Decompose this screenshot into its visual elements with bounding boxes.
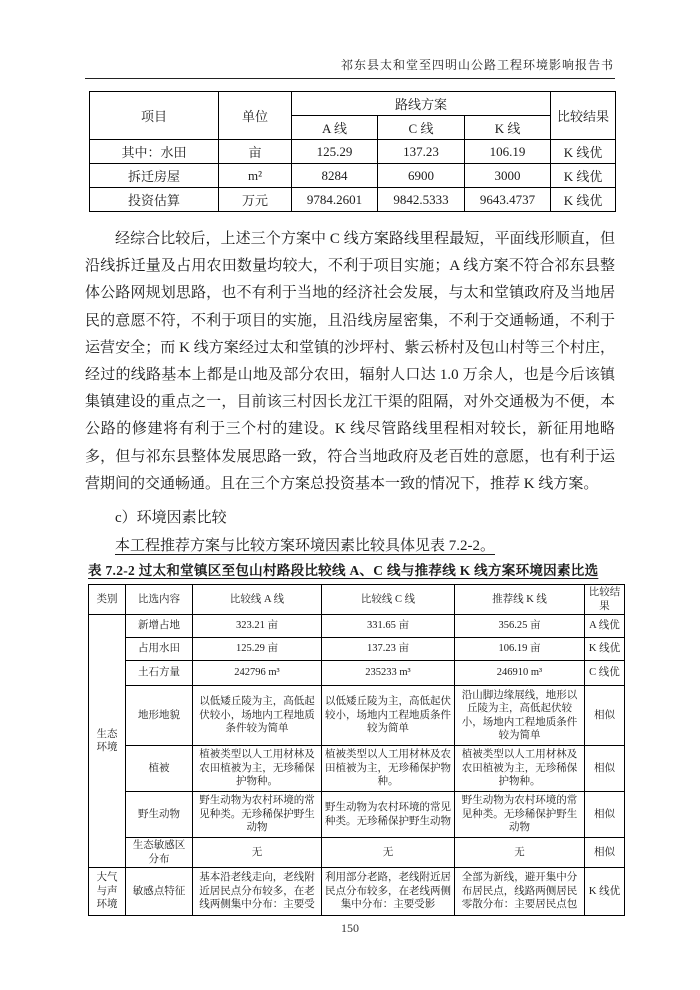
t2-row2-a: 242796 m³ (193, 661, 322, 686)
t2-row2-label: 土石方量 (126, 661, 193, 686)
t2-row6-k: 无 (455, 838, 585, 868)
t2-row4-label: 植被 (126, 746, 193, 792)
t1-row1-unit: m² (219, 164, 292, 188)
table-row (89, 868, 625, 916)
t2-row4-result: 相似 (585, 746, 625, 792)
t2-row1-a: 125.29 亩 (193, 638, 322, 661)
t2-row1-c: 137.23 亩 (322, 638, 455, 661)
t2-row7-a: 基本沿老线走向，老线附近居民点分布较多，在老线两侧集中分布：主要受 (193, 868, 322, 916)
t2-row2-c: 235233 m³ (322, 661, 455, 686)
t2-row1-label: 占用水田 (126, 638, 193, 661)
t2-header-line-c: 比较线 C 线 (322, 585, 455, 615)
env-factor-table (88, 584, 625, 916)
t1-row0-item: 其中：水田 (90, 140, 219, 164)
t2-row1-result: K 线优 (585, 638, 625, 661)
t1-header-scheme-group: 路线方案 (292, 92, 551, 116)
t1-row1-a: 8284 (292, 164, 378, 188)
t2-category-air-noise: 大气与声环境 (89, 868, 126, 916)
page-header-title: 祁东县太和堂至四明山公路工程环境影响报告书 (340, 58, 614, 72)
t2-header-category: 类别 (89, 585, 126, 615)
table-row (89, 686, 625, 746)
table-row (89, 638, 625, 661)
t1-row1-item: 拆迁房屋 (90, 164, 219, 188)
table2-caption: 表 7.2-2 过太和堂镇区至包山村路段比较线 A、C 线与推荐线 K 线方案环境因素比选 (88, 563, 599, 578)
t1-header-result: 比较结果 (551, 92, 616, 140)
t1-row0-result: K 线优 (551, 140, 616, 164)
t2-row5-c: 野生动物为农村环境的常见种类。无珍稀保护野生动物 (322, 792, 455, 838)
t2-row5-a: 野生动物为农村环境的常见种类。无珍稀保护野生动物 (193, 792, 322, 838)
t2-row7-c: 利用部分老路，老线附近居民点分布较多，在老线两侧集中分布：主要受影 (322, 868, 455, 916)
t2-row6-result: 相似 (585, 838, 625, 868)
t2-header-content: 比选内容 (126, 585, 193, 615)
table-row (89, 615, 625, 638)
t1-row2-item: 投资估算 (90, 188, 219, 212)
t2-row7-k: 全部为新线，避开集中分布居民点，线路两侧居民零散分布：主要居民点包 (455, 868, 585, 916)
table-row (89, 838, 625, 868)
table-row (89, 661, 625, 686)
t1-row0-k: 106.19 (465, 140, 551, 164)
table-row (90, 188, 616, 212)
t1-row2-k: 9643.4737 (465, 188, 551, 212)
t1-row2-unit: 万元 (219, 188, 292, 212)
body-paragraph: 经综合比较后，上述三个方案中 C 线方案路线里程最短，平面线形顺直，但沿线拆迁量及占用农田数量均较大，不利于项目实施；A 线方案不符合祁东县整体公路网规划思路，也不有利于当地的经济社会发展，与太和堂镇政府及当地居民的意愿不符，不利于项目的实施，且沿线房屋密集，不利于交通畅通，不利于运营安全；而 K 线方案经过太和堂镇的沙坪村、紫云桥村及包山村等三个村庄，经过的线路基本上都是山地及部分农田，辐射人口达 1.0 万余人，也是今后该镇集镇建设的重点之一，目前该三村因长龙江干渠的阻隔，对外交通极为不便，本公路的修建将有利于三个村的建设。K 线尽管路线里程相对较长，新征用地略多，但与祁东县整体发展思路一致，符合当地政府及老百姓的意愿，也有利于运营期间的交通畅通。且在三个方案总投资基本一致的情况下，推荐 K 线方案。 (85, 231, 615, 492)
t1-row0-c: 137.23 (378, 140, 465, 164)
t2-row6-label: 生态敏感区分布 (126, 838, 193, 868)
route-scheme-table (89, 91, 616, 212)
header-divider (85, 78, 615, 79)
t2-row4-k: 植被类型以人工用材林及农田植被为主，无珍稀保护物种。 (455, 746, 585, 792)
t1-row0-a: 125.29 (292, 140, 378, 164)
t2-row6-a: 无 (193, 838, 322, 868)
section-heading-c: c）环境因素比较 (115, 510, 227, 526)
t2-row2-result: C 线优 (585, 661, 625, 686)
t1-row1-c: 6900 (378, 164, 465, 188)
t2-header-result: 比较结果 (585, 585, 625, 615)
t1-row1-k: 3000 (465, 164, 551, 188)
t2-row3-a: 以低矮丘陵为主，高低起伏较小，场地内工程地质条件较为简单 (193, 686, 322, 746)
table-row (90, 140, 616, 164)
t2-row7-result: K 线优 (585, 868, 625, 916)
page-number: 150 (341, 921, 359, 935)
t1-header-line-a: A 线 (292, 116, 378, 140)
t2-row0-c: 331.65 亩 (322, 615, 455, 638)
table-reference-line: 本工程推荐方案与比较方案环境因素比较具体见表 7.2-2。 (115, 538, 495, 554)
table-row (89, 792, 625, 838)
t2-row3-label: 地形地貌 (126, 686, 193, 746)
t2-row2-k: 246910 m³ (455, 661, 585, 686)
t2-header-line-k: 推荐线 K 线 (455, 585, 585, 615)
t2-header-line-a: 比较线 A 线 (193, 585, 322, 615)
t2-row0-a: 323.21 亩 (193, 615, 322, 638)
t1-header-item: 项目 (90, 92, 219, 140)
t2-row0-k: 356.25 亩 (455, 615, 585, 638)
t2-row7-label: 敏感点特征 (126, 868, 193, 916)
t2-row4-a: 植被类型以人工用材林及农田植被为主，无珍稀保护物种。 (193, 746, 322, 792)
t2-row5-result: 相似 (585, 792, 625, 838)
t2-row3-result: 相似 (585, 686, 625, 746)
t2-row0-label: 新增占地 (126, 615, 193, 638)
t1-row2-c: 9842.5333 (378, 188, 465, 212)
t2-row0-result: A 线优 (585, 615, 625, 638)
t2-row4-c: 植被类型以人工用材林及农田植被为主，无珍稀保护物种。 (322, 746, 455, 792)
t2-row3-k: 沿山脚边缘展线，地形以丘陵为主，高低起伏较小，场地内工程地质条件较为简单 (455, 686, 585, 746)
t2-row3-c: 以低矮丘陵为主，高低起伏较小，场地内工程地质条件较为简单 (322, 686, 455, 746)
t2-row6-c: 无 (322, 838, 455, 868)
t2-row5-k: 野生动物为农村环境的常见种类。无珍稀保护野生动物 (455, 792, 585, 838)
t2-row1-k: 106.19 亩 (455, 638, 585, 661)
t1-row2-result: K 线优 (551, 188, 616, 212)
t1-header-line-c: C 线 (378, 116, 465, 140)
t1-header-unit: 单位 (219, 92, 292, 140)
t2-row5-label: 野生动物 (126, 792, 193, 838)
t1-row0-unit: 亩 (219, 140, 292, 164)
table-row (89, 746, 625, 792)
t1-row2-a: 9784.2601 (292, 188, 378, 212)
t2-category-ecology: 生态环境 (89, 615, 126, 868)
t1-header-line-k: K 线 (465, 116, 551, 140)
table-row (90, 164, 616, 188)
t1-row1-result: K 线优 (551, 164, 616, 188)
